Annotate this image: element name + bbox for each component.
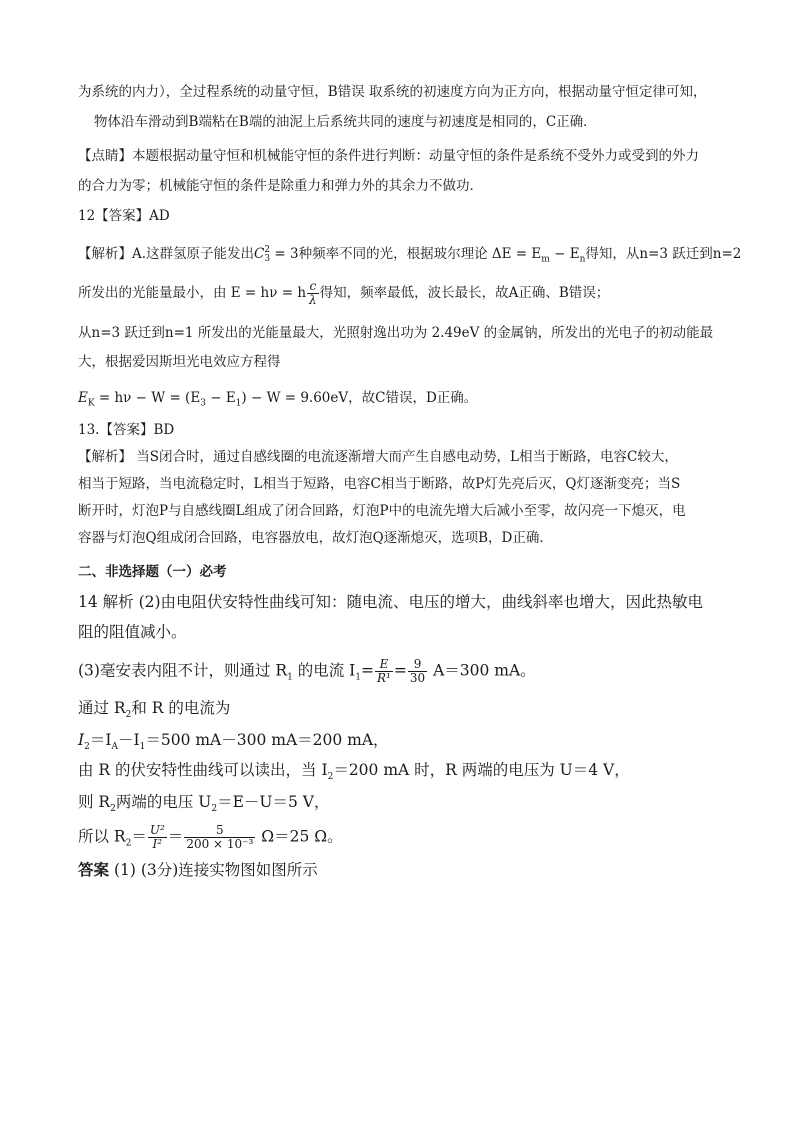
text-fragment: 则 R [78,793,111,811]
numerator: E [379,657,389,671]
text-fragment: (3)毫安表内阻不计，则通过 R [78,661,288,680]
analysis-14-line-3 [78,658,536,688]
text-fragment: = [361,661,375,680]
subscript: m [541,254,550,265]
analysis-12-line-3: 从n=3 跃迁到n=1 所发出的光能量最大，光照射逸出功为 2.49eV 的金属钠，所发出的光电子的初动能最 [78,325,714,341]
text-fragment: − E [549,246,580,262]
subscript: 1 [355,672,362,683]
answer-12-heading: 12【答案】AD [78,208,170,224]
text-line-4: 的合力为零；机械能守恒的条件是除重力和弹力外的其余力不做功． [78,178,483,194]
text-line-2: 物体沿车滑动到B端粘在B端的油泥上后系统共同的速度与初速度是相同的，C正确． [94,114,597,130]
analysis-12-equation [78,388,477,414]
combination-sub: 3 [264,253,271,264]
fraction-9-over-30 [408,658,427,685]
combination-sup: 2 [264,244,271,255]
text-fragment: ＝ [167,827,184,846]
answer-14-line [78,860,318,880]
subscript: 2 [84,742,90,753]
subscript: 2 [125,710,132,721]
text-fragment: －I [117,731,140,749]
text-fragment: = hν − W = (E [94,390,201,406]
denominator: λ [309,293,317,307]
answer-label: 答案 [78,860,110,879]
text-fragment: ＝I [89,731,112,749]
analysis-14-line-4 [78,698,230,725]
text-fragment: (1) (3分)连接实物图如图所示 [109,861,318,879]
text-fragment: ＝E－U＝5 V， [217,793,330,811]
text-line-1: 为系统的内力），全过程系统的动量守恒，B错误 取系统的初速度方向为正方向，根据动量守恒定律可知， [78,84,707,100]
denominator: 200 × 10⁻³ [186,837,254,851]
fraction-u2-over-i2 [148,824,167,851]
subscript: 2 [327,772,334,783]
numerator: c [309,279,317,293]
text-fragment: ＝200 mA 时，R 两端的电压为 U＝4 V， [333,761,630,779]
analysis-14-line-1: 14 解析 (2)由电阻伏安特性曲线可知：随电流、电压的增大，曲线斜率也增大，因此热敏电 [78,593,704,611]
text-fragment: − E [205,390,236,406]
text-fragment: 所发出的光能量最小，由 E = hν = h [78,285,307,301]
analysis-12-line-4: 大，根据爱因斯坦光电效应方程得 [78,354,281,370]
text-fragment: = [393,661,407,680]
analysis-12-line-2 [78,280,609,307]
analysis-13-line-4: 容器与灯泡Q组成闭合回路，电容器放电，故灯泡Q逐渐熄灭，选项B，D正确． [78,530,553,546]
analysis-14-line-2: 阻的阻值减小。 [78,623,187,641]
subscript: 3 [200,398,206,409]
analysis-14-line-5 [78,730,389,757]
text-fragment: 的电流 I [292,661,356,680]
denominator: 30 [409,671,426,685]
text-fragment: I [78,731,85,749]
text-fragment: 两端的电压 U [115,793,212,811]
text-fragment: 得知，从n=3 跃迁到n=2 [585,246,742,262]
text-fragment: ) − W = 9.60eV，故C错误，D正确。 [241,390,478,406]
text-fragment: 和 R 的电流为 [131,699,231,717]
numerator: U² [149,823,165,837]
text-line-3: 【点睛】本题根据动量守恒和机械能守恒的条件进行判断：动量守恒的条件是系统不受外力或受到的外力 [78,148,699,164]
analysis-14-line-6 [78,760,630,787]
section-heading: 二、非选择题（一）必考 [78,564,227,580]
subscript: 1 [139,742,146,753]
subscript: 2 [110,804,116,815]
text-fragment: 【解析】A.这群氢原子能发出 [78,246,255,262]
denominator: R¹ [377,671,391,685]
combination-symbol: C [254,246,265,262]
fraction-e-over-r [375,658,393,685]
subscript: 1 [235,398,242,409]
text-fragment: 通过 R [78,699,126,717]
text-fragment: Ω＝25 Ω。 [256,827,343,846]
text-fragment: 得知，频率最低，波长最长，故A正确、B错误； [319,285,610,301]
text-fragment: E [78,390,88,406]
text-fragment: A＝300 mA。 [428,661,536,680]
subscript: 2 [211,804,218,815]
text-fragment: 所以 R [78,827,126,846]
text-fragment: 由 R 的伏安特性曲线可以读出，当 I [78,761,328,779]
subscript: A [111,742,118,753]
subscript: 1 [287,672,293,683]
numerator: 5 [184,824,255,838]
analysis-13-line-1: 【解析】 当S闭合时，通过自感线圈的电流逐渐增大而产生自感电动势，L相当于断路，电容C较大， [78,449,678,465]
analysis-12-line-1 [78,244,741,270]
fraction-5-over-0.2 [184,824,255,851]
subscript: n [579,254,586,265]
subscript: 2 [125,838,132,849]
analysis-13-line-3: 断开时，灯泡P与自感线圈L组成了闭合回路，灯泡P中的电流先增大后减小至零，故闪亮一下熄灭，电 [78,503,686,519]
analysis-13-line-2: 相当于短路，当电流稳定时，L相当于短路，电容C相当于断路，故P灯先亮后灭，Q灯逐渐变亮；当S [78,476,681,492]
answer-13-heading: 13.【答案】BD [78,422,175,438]
text-fragment: ＝ [131,827,147,846]
text-fragment: = 3种频率不同的光，根据玻尔理论 ΔE = E [270,246,542,262]
fraction-c-over-lambda [307,280,319,307]
analysis-14-line-7 [78,792,329,819]
text-fragment: ＝500 mA－300 mA＝200 mA， [145,731,389,749]
denominator: I² [152,837,163,851]
analysis-14-line-8 [78,824,343,854]
numerator: 9 [408,658,427,672]
subscript: K [87,398,95,409]
